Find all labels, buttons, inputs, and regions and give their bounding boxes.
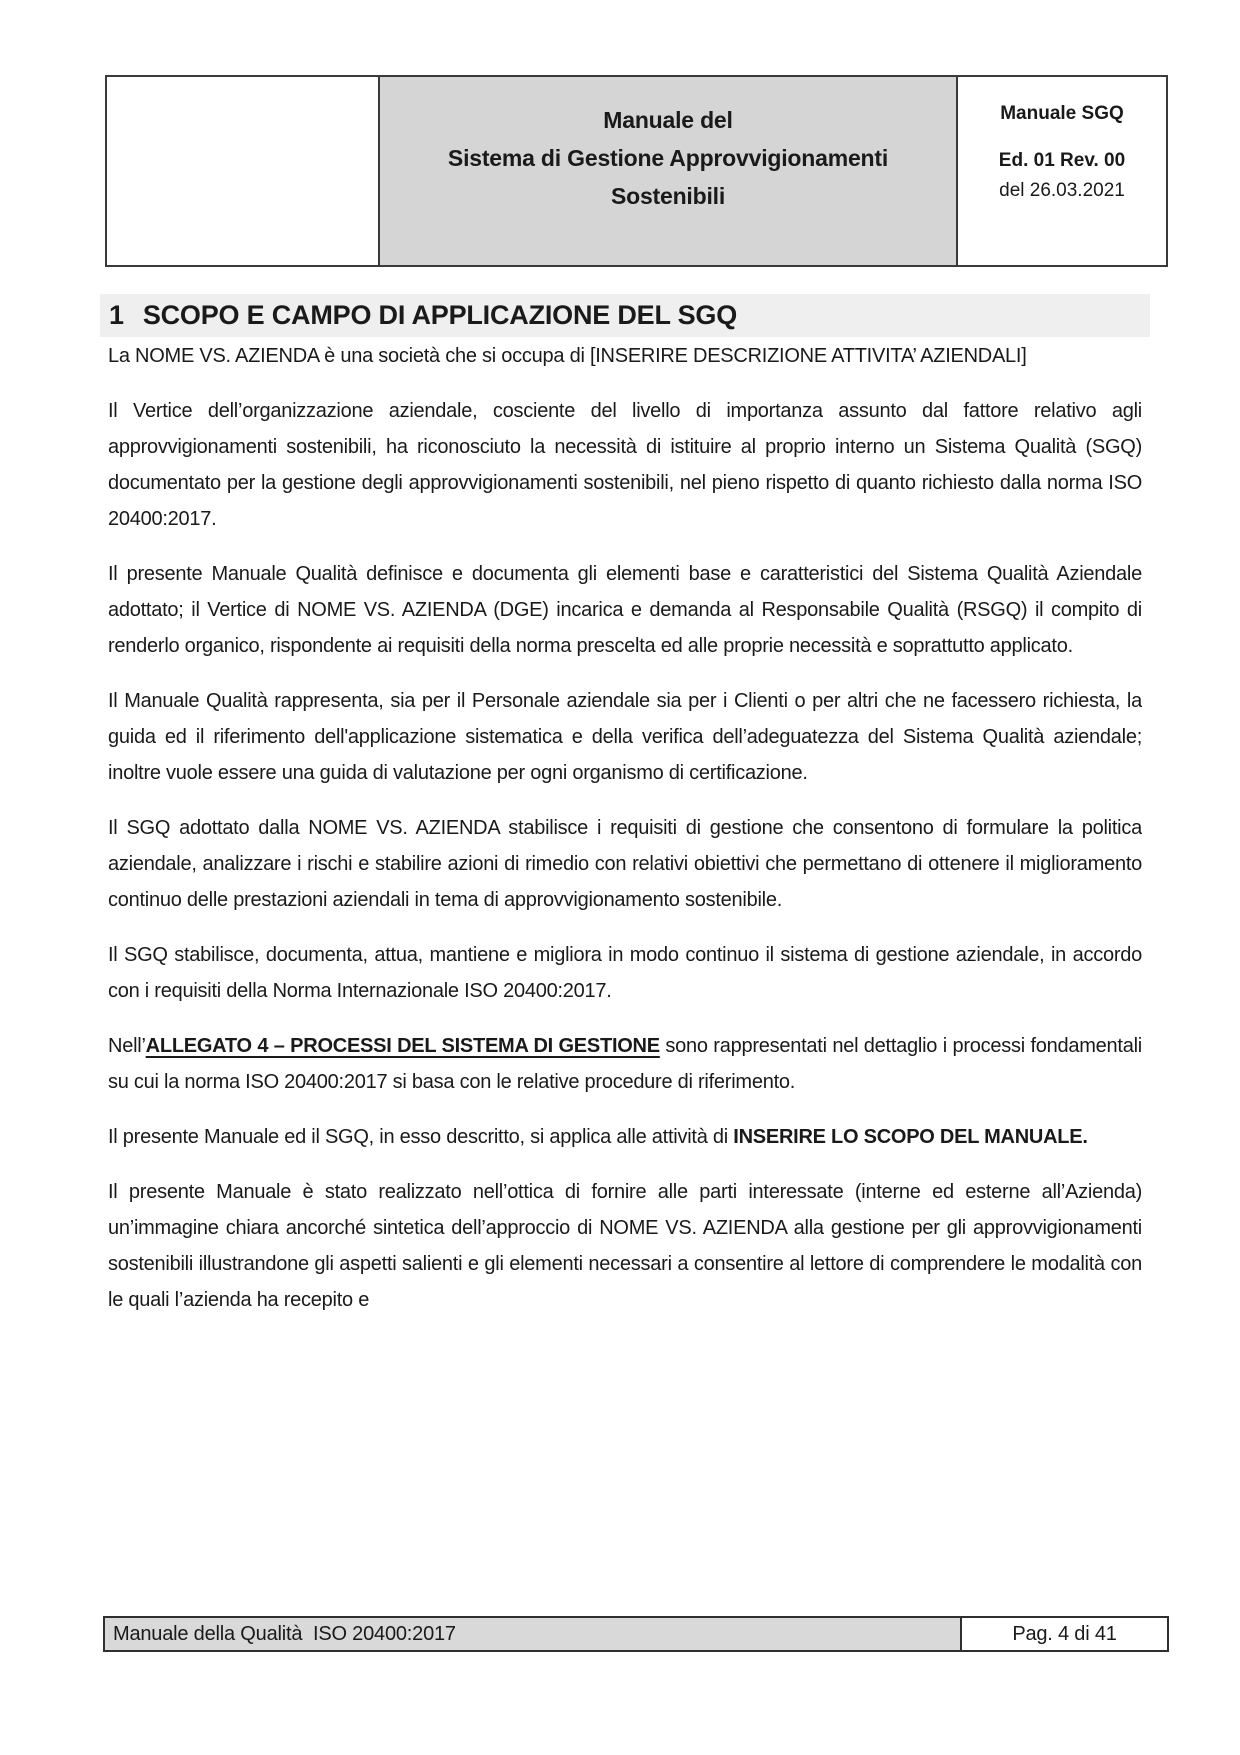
text-run-normal: Il presente Manuale è stato realizzato nell’ottica di fornire alle parti interessate (interne ed esterne all’Azienda) un’immagine chiara ancorché sintetica dell’approccio di NOME VS. AZIENDA alla gestione per gli approvvigionamenti sostenibili illustrandone gli aspetti salienti e gli elementi necessari a consentire al lettore di comprendere le modalità con le quali l’azienda ha recepito e [108, 1181, 1142, 1311]
body-paragraph [108, 338, 1142, 374]
document-header-table [105, 75, 1168, 267]
header-meta-spacer [958, 129, 1166, 146]
body-paragraph [108, 683, 1142, 791]
body-paragraph [108, 393, 1142, 537]
text-run-normal: Il SGQ adottato dalla NOME VS. AZIENDA stabilisce i requisiti di gestione che consentono di formulare la politica aziendale, analizzare i rischi e stabilire azioni di rimedio con relativi obiettivi che permettano di ottenere il miglioramento continuo delle prestazioni aziendali in tema di approvvigionamento sostenibile. [108, 817, 1142, 911]
body-paragraph [108, 1028, 1142, 1100]
header-title-line-2: Sistema di Gestione Approvvigionamenti [447, 145, 889, 171]
body-paragraph [108, 810, 1142, 918]
document-footer-table [103, 1616, 1169, 1652]
body-paragraph [108, 937, 1142, 1009]
header-logo-cell [107, 77, 380, 265]
header-edition: Ed. 01 Rev. 00 [998, 150, 1126, 171]
text-run-normal: Nell’ [108, 1035, 146, 1057]
section-number: 1 [109, 300, 124, 330]
body-paragraph [108, 556, 1142, 664]
body-paragraph [108, 1174, 1142, 1318]
header-meta-cell [958, 77, 1166, 265]
footer-page-number: Pag. 4 di 41 [962, 1618, 1167, 1650]
text-run-normal: La NOME VS. AZIENDA è una società che si occupa di [INSERIRE DESCRIZIONE ATTIVITA’ AZIENDALI] [108, 345, 1027, 367]
text-run-normal: Il SGQ stabilisce, documenta, attua, mantiene e migliora in modo continuo il sistema di gestione aziendale, in accordo con i requisiti della Norma Internazionale ISO 20400:2017. [108, 944, 1142, 1002]
text-run-bold-underline: ALLEGATO 4 – PROCESSI DEL SISTEMA DI GESTIONE [145, 1035, 660, 1057]
text-run-normal: sono rappresentati nel dettaglio i processi fondamentali su cui la norma ISO 20400:2017 si basa con le relative procedure di riferimento. [108, 1035, 1142, 1093]
body-text [108, 338, 1142, 1610]
header-doc-code: Manuale SGQ [1000, 103, 1124, 124]
header-title-cell [380, 77, 958, 265]
text-run-normal: Il presente Manuale ed il SGQ, in esso descritto, si applica alle attività di [108, 1126, 734, 1148]
footer-document-title: Manuale della Qualità ISO 20400:2017 [105, 1618, 962, 1650]
header-title-line-3: Sostenibili [610, 183, 726, 209]
header-title-line-1: Manuale del [603, 107, 733, 133]
body-paragraph [108, 1119, 1142, 1155]
header-date: del 26.03.2021 [999, 180, 1125, 201]
text-run-normal: Il Manuale Qualità rappresenta, sia per il Personale aziendale sia per i Clienti o per altri che ne facessero richiesta, la guida ed il riferimento dell'applicazione sistematica e della verifica dell’adeguatezza del Sistema Qualità aziendale; inoltre vuole essere una guida di valutazione per ogni organismo di certificazione. [108, 690, 1142, 784]
text-run-bold: INSERIRE LO SCOPO DEL MANUALE. [733, 1126, 1088, 1148]
text-run-normal: Il Vertice dell’organizzazione aziendale, cosciente del livello di importanza assunto dal fattore relativo agli approvvigionamenti sostenibili, ha riconosciuto la necessità di istituire al proprio interno un Sistema Qualità (SGQ) documentato per la gestione degli approvvigionamenti sostenibili, nel pieno rispetto di quanto richiesto dalla norma ISO 20400:2017. [108, 400, 1142, 530]
section-title: SCOPO E CAMPO DI APPLICAZIONE DEL SGQ [142, 300, 737, 330]
text-run-normal: Il presente Manuale Qualità definisce e documenta gli elementi base e caratteristici del Sistema Qualità Aziendale adottato; il Vertice di NOME VS. AZIENDA (DGE) incarica e demanda al Responsabile Qualità (RSGQ) il compito di renderlo organico, rispondente ai requisiti della norma prescelta ed alle proprie necessità e soprattutto applicato. [108, 563, 1142, 657]
section-heading [100, 294, 1150, 337]
